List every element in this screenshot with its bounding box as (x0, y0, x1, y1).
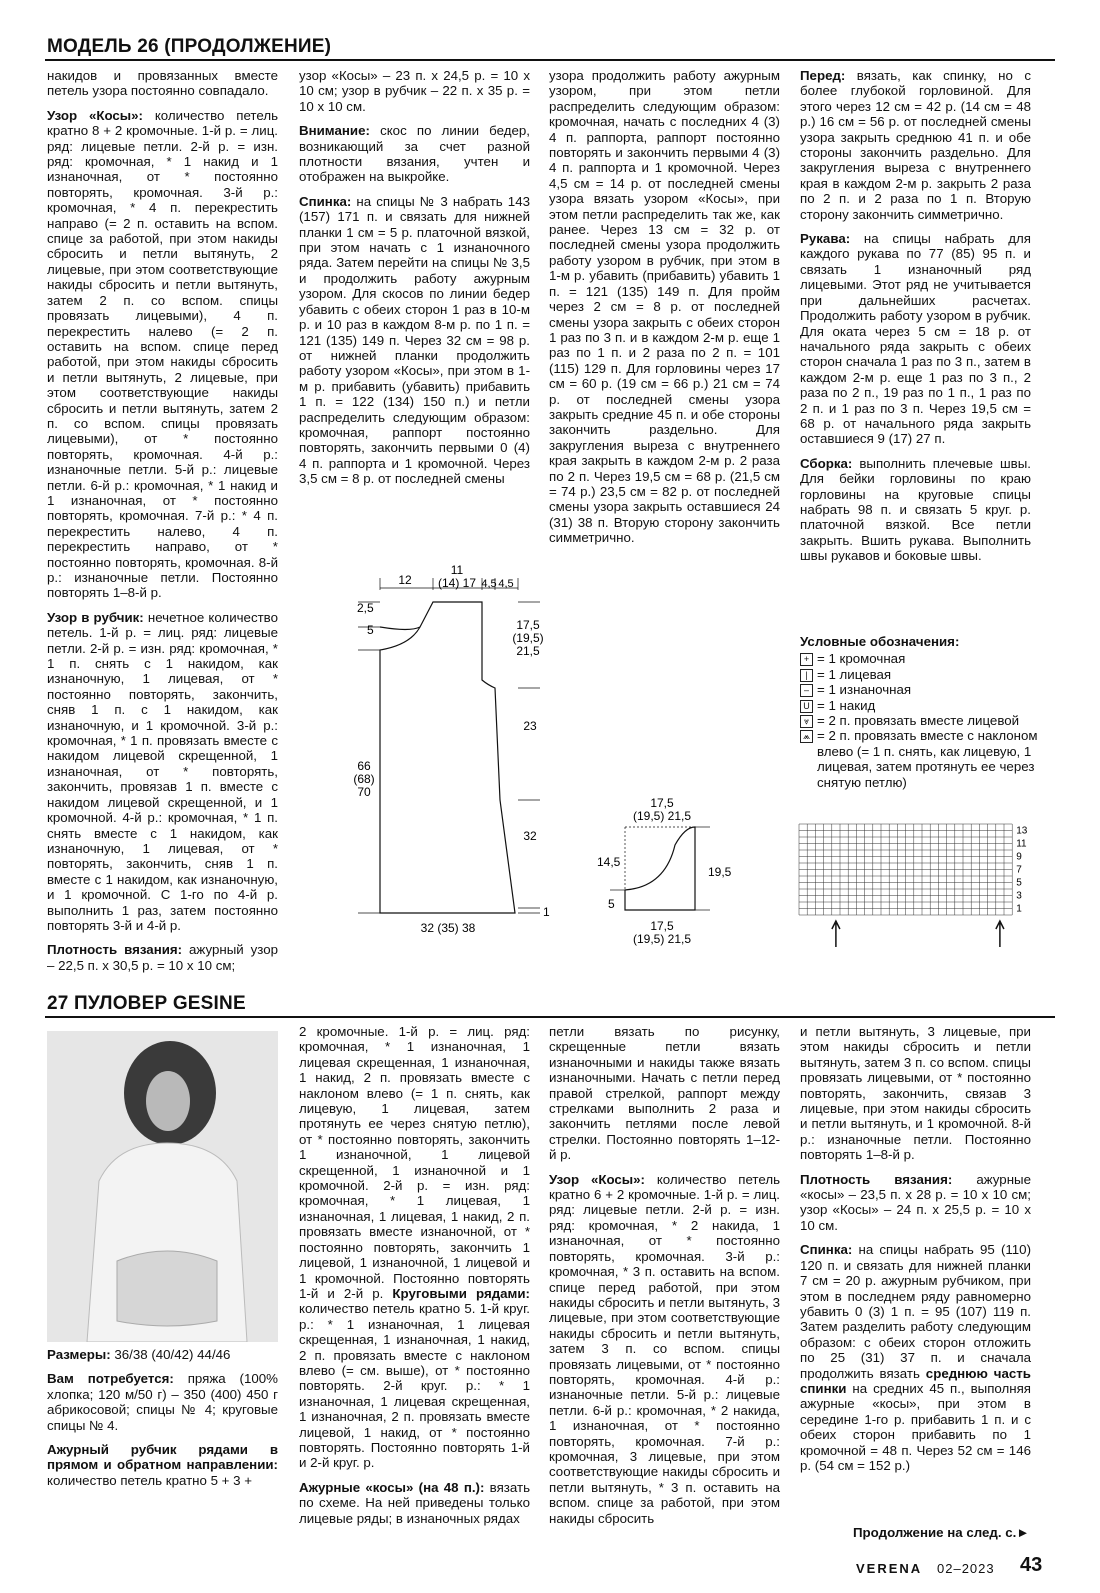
legend-item (800, 713, 1050, 728)
magazine-brand: VERENA (856, 1561, 923, 1576)
chart-row-number: 9 (1016, 851, 1022, 863)
repeat-arrow-icon (832, 921, 840, 947)
m26-braids-heading: Узор «Косы»: (47, 107, 143, 123)
m26-sleeves-heading: Рукава: (800, 231, 851, 247)
section-rule (45, 1016, 1055, 1018)
m27-gauge-heading: Плотность вязания: (800, 1171, 953, 1187)
m27-materials-paragraph (47, 1371, 278, 1433)
dim-23: 23 (523, 719, 537, 733)
dim-14-17: (14) 17 (437, 576, 477, 590)
knit-stitch-icon: | (800, 669, 813, 682)
m26-column-3 (549, 68, 780, 555)
m27-braids-paragraph (549, 1172, 780, 1526)
dim-width: 32 (35) 38 (420, 921, 476, 935)
legend-text: = 2 п. провязать вместе лицевой (817, 713, 1020, 729)
m26-rib-heading: Узор в рубчик: (47, 609, 144, 625)
sleeve-bottom-1: 17,5 (650, 919, 674, 933)
sleeve-top-1: 17,5 (650, 796, 674, 810)
dim-66: 66 (357, 759, 371, 773)
m26-column-4 (800, 68, 1031, 573)
m27-back-paragraph (800, 1242, 1031, 1473)
m27-sizes-text: 36/38 (40/42) 44/46 (110, 1347, 231, 1362)
m26-back-text: на спицы № 3 набрать 143 (157) 171 п. и связать для нижней планки 1 см = 5 р. платочной вязкой, при этом начать с 1 изнаночного ряда. Затем перейти на спицы № 3,5 и продолжить работу ажурным узором. Для скосов по линии бедер убавить с обеих сторон 1 раз в 10-м р. и 10 раз в каждом 8-м р. по 1 п. = 121 (135) 149 п. Через 32 см = 98 р. от нижней планки продолжить работу узором «Косы», при этом в 1-м р. прибавить (убавить) прибавить 1 п. = 122 (134) 150 п.) и петли распределить следующим образом: кромочная, раппорт постоянно повторять, закончить первыми 0 (4) 4 п. раппорта и 1 кромочной. Через 3,5 см = 8 р. от последней смены (299, 193, 530, 487)
m26-attention-heading: Внимание: (299, 123, 370, 139)
m27-round-heading: Круговыми рядами: (392, 1285, 530, 1301)
m26-gauge-paragraph (47, 942, 278, 973)
dim-4-5-b: 4,5 (498, 578, 514, 590)
dim-1: 1 (543, 905, 550, 919)
chart-row-number: 7 (1016, 864, 1022, 876)
legend-item (800, 682, 1050, 697)
m27-column-2 (299, 1024, 530, 1535)
chart-row-number: 11 (1016, 838, 1027, 850)
sleeve-right: 19,5 (708, 865, 732, 879)
m27-back-heading: Спинка: (800, 1242, 853, 1258)
m26-sleeves-paragraph (800, 231, 1031, 447)
section-title-model-27: 27 ПУЛОВЕР GESINE (47, 993, 246, 1014)
m26-back-paragraph (299, 194, 530, 487)
m27-rib-cont-text: 2 кромочные. 1-й р. = лиц. ряд: кромочная, * 1 изнаночная, 1 лицевая скрещенная, 1 изнаночная, 1 накид, 2 п. провязать вместе с наклоном влево (= 1 п. снять, как лицевую, 1 лицевая, затем протянуть ее через снятую петлю), от * постоянно повторять, закончить 1 изнаночной, 1 лицевой скрещенной, 1 изнаночной и 1 кромочной. 2-й р. = изн. ряд: кромочная, * 1 лицевая, 1 изнаночная, 1 лицевая, 1 накид, 2 п. провязать вместе изнаночной, от * постоянно повторять, закончить 1 лицевой, 1 изнаночной, 1 лицевой и 1 кромочной. Постоянно повторять 1-й и 2-й р. (299, 1024, 530, 1301)
k2tog-icon: ⩔ (800, 715, 813, 728)
yarn-over-icon: U (800, 700, 813, 713)
dim-4-5-a: 4,5 (481, 578, 497, 590)
dim-68: (68) (353, 772, 375, 786)
chart-row-number: 3 (1016, 890, 1022, 902)
m26-intro: накидов и провязанных вместе петель узора постоянно совпадало. (47, 68, 278, 99)
m27-column-4 (800, 1024, 1031, 1482)
repeat-arrow-icon (996, 921, 1004, 947)
legend-item (800, 651, 1050, 666)
m27-back-text-2: на средних 45 п., выполняя ажурные «косы», при этом в середине 1-го р. прибавить 1 п. и с обеих сторон прибавить по 1 кромочной = 48 п. Через 52 см = 146 р. (54 см = 152 р.) (800, 1380, 1031, 1473)
body-schematic (340, 560, 560, 940)
dim-11: 11 (450, 563, 464, 577)
m27-braids-cont: и петли вытянуть, 3 лицевые, при этом накиды сбросить и петли вытянуть, затем 3 п. со вспом. спицы провязать лицевыми, от * постоянно повторять, закончить, связав 3 лицевые, при этом накиды сбросить и петли вытянуть, и 1 кромочной. 8-й р.: изнаночные петли. Постоянно повторять 1–8-й р. (800, 1024, 1031, 1163)
sleeve-5: 5 (608, 897, 615, 911)
m27-sizes-paragraph (47, 1347, 278, 1362)
page-number: 43 (1020, 1554, 1043, 1576)
legend-title: Условные обозначения: (800, 634, 960, 649)
section-title-model-26: МОДЕЛЬ 26 (ПРОДОЛЖЕНИЕ) (47, 36, 332, 57)
m27-lace-paragraph (299, 1480, 530, 1526)
m27-rib-paragraph (47, 1442, 278, 1488)
legend-item (800, 667, 1050, 682)
m26-column-2 (299, 68, 530, 496)
m27-braids-text: количество петель кратно 6 + 2 кромочные. 1-й р. = лиц. ряд: лицевые петли. 2-й р. = изн. ряд: кромочная, * 2 накида, 1 изнаночная, от * постоянно повторять, кромочная. 3-й р.: кромочная, * 3 п. оставить на вспом. спице перед работой, при этом накиды сбросить и петли вытянуть, 3 лицевые, при этом соответствующие накиды сбросить и петли вытянуть, затем 3 п. со вспом. спицы провязать лицевыми, от * постоянно повторять, кромочная. 4-й р.: изнаночные петли. 5-й р.: лицевые петли. 6-й р.: кромочная, * 2 накида, 1 изнаночная, от * постоянно повторять, кромочная. 7-й р.: кромочная, 3 лицевые, при этом соответствующие накиды сбросить и петли вытянуть, * 3 п. оставить на вспом. спице за работой, при этом накиды сбросить (549, 1171, 781, 1526)
m27-round-text: количество петель кратно 5. 1-й круг. р.: * 1 изнаночная, 1 лицевая скрещенная, 1 изнаночная, 1 накид, 2 п. провязать вместе с наклоном влево (= см. выше), от * постоянно повторять. 2-й круг. р.: * 1 изнаночная, 1 лицевая скрещенная, 1 изнаночная, 2 п. провязать вместе лицевой, 1 накид, от * постоянно повторять. Постоянно повторять 1-й и 2-й круг. р. (299, 1301, 530, 1471)
m26-rib-paragraph (47, 610, 278, 934)
ssk-icon: ⩕ (800, 730, 813, 743)
m27-sizes-heading: Размеры: (47, 1347, 111, 1362)
dim-70: 70 (357, 785, 371, 799)
sleeve-top-2: (19,5) 21,5 (632, 809, 692, 823)
m26-braids-paragraph (47, 108, 278, 601)
knitting-chart (797, 822, 1037, 950)
m27-materials-heading: Вам потребуется: (47, 1371, 174, 1387)
chart-row-number: 5 (1016, 877, 1022, 889)
body-outline (380, 602, 515, 913)
legend-item (800, 728, 1050, 790)
m27-back-text: на спицы набрать 95 (110) 120 п. и связать для нижней планки 7 см = 20 р. ажурным рубчиком, при этом в последнем ряду равномерно убавить 0 (3) 1 п. = 95 (107) 119 п. Затем разделить работу следующим образом: с обеих сторон отложить по 25 (31) 37 п. и сначала продолжить вязать (800, 1242, 1031, 1381)
dim-2-5: 2,5 (357, 601, 374, 615)
dim-17-5: 17,5 (516, 618, 540, 632)
m27-materials-text: пряжа (100% хлопка; 120 м/50 г) – 350 (400) 450 г абрикосовой; спицы № 4; круговые спицы № 4. (47, 1371, 278, 1433)
m26-gauge-text: ажурный узор – 22,5 п. х 30,5 р. = 10 х 10 см; (47, 942, 279, 973)
chart-row-number: 1 (1016, 903, 1022, 915)
legend-text: = 1 лицевая (817, 666, 892, 682)
legend-text: = 1 накид (817, 697, 876, 713)
sleeve-outline (625, 827, 695, 910)
legend-item (800, 698, 1050, 713)
m27-column-1 (47, 1347, 278, 1497)
model-photo (47, 1031, 278, 1342)
m26-front-heading: Перед: (800, 68, 846, 83)
sleeve-schematic (590, 795, 740, 955)
dim-32: 32 (523, 829, 537, 843)
m26-assembly-heading: Сборка: (800, 455, 853, 471)
m26-braids-text: количество петель кратно 8 + 2 кромочные. 1-й р. = лиц. ряд: лицевые петли. 2-й р. = изн. ряд: кромочная, * 1 накид и 1 изнаночная, от * постоянно повторять, кромочная. 3-й р.: кромочная, * 4 п. перекрестить направо (= 2 п. оставить на вспом. спице за работой, при этом накиды сбросить и петли вытянуть, 2 лицевые, при этом соответствующие накиды сбросить и петли вытянуть, затем 2 п. со вспом. спицы провязать лицевыми), 4 п. перекрестить налево (= 2 п. оставить на вспом. спице перед работой, при этом накиды сбросить и петли вытянуть, 2 лицевые, при этом соответствующие накиды сбросить и петли вытянуть, затем 2 п. со вспом. спицы провязать лицевыми), от * постоянно повторять, кромочная. 4-й р.: изнаночные петли. 5-й р.: лицевые петли. 6-й р.: кромочная, * 1 накид и 1 изнаночная, от * постоянно повторять, кромочная. 7-й р.: * 4 п. перекрестить налево, 4 п. перекрестить направо, от * постоянно повторять, кромочная. 8-й р.: изнаночные петли. Постоянно повторять 1–8-й р. (47, 107, 279, 601)
dim-5: 5 (367, 623, 374, 637)
m27-rib-heading: Ажурный рубчик рядами в прямом и обратном направлении: (47, 1442, 278, 1473)
purl-stitch-icon: – (800, 684, 813, 697)
edge-stitch-icon: + (800, 653, 813, 666)
legend-text: = 2 п. провязать вместе с наклоном влево (= 1 п. снять, как лицевую, 1 лицевая, затем протянуть ее через снятую петлю) (817, 728, 1038, 790)
m26-back-heading: Спинка: (299, 193, 352, 209)
m27-back-bold: среднюю часть спинки (800, 1365, 1031, 1396)
m26-attention-paragraph (299, 123, 530, 185)
m27-lace-heading: Ажурные «косы» (на 48 п.): (299, 1479, 485, 1495)
dim-19-5: (19,5) (512, 631, 544, 645)
legend-text: = 1 изнаночная (817, 682, 912, 698)
m26-front-paragraph (800, 68, 1031, 222)
m26-column-1 (47, 68, 278, 982)
m27-braids-heading: Узор «Косы»: (549, 1171, 645, 1187)
continued-note: Продолжение на след. с.► (853, 1525, 1030, 1540)
m26-gauge-heading: Плотность вязания: (47, 942, 183, 958)
m27-lace-text: вязать по схеме. На ней приведены только лицевые ряды; в изнаночных рядах (299, 1479, 531, 1526)
symbol-legend (800, 634, 1050, 790)
m26-assembly-text: выполнить плечевые швы. Для бейки горловины по краю горловины на круговые спицы набрать 98 п. и связать 5 круг. р. платочной вязкой. Все петли закрыть. Вшить рукава. Выполнить швы рукавов и боковые швы. (800, 455, 1031, 564)
m26-back-cont: узора продолжить работу ажурным узором, при этом петли распределить следующим образом: кромочная, начать с последних 4 (3) 4 п. раппорта, раппорт постоянно повторять и закончить первыми 4 (3) 4 п. раппорта и 1 кромочной. Через 4,5 см = 14 р. от последней смены узора вязать узором «Косы», при этом петли распределить так же, как ранее. Через 13 см = 32 р. от последней смены узора продолжить работу узором в рубчик, при этом в 1-м р. убавить (прибавить) убавить 1 п. = 121 (135) 149 п. Для пройм через 2 см = 8 р. от последней смены узора закрыть с обеих сторон 1 раз по 3 п. и в каждом 2-м р. еще 1 раз по 1 п. и 2 раза по 2 п. = 101 (115) 129 п. Для горловины через 17 см = 60 р. (19 см = 66 р.) 21 см = 74 р. от последней смены узора закрыть средние 45 п. и обе стороны закончить раздельно. Для закругления выреза с внутреннего края закрыть в каждом 2-м р. 2 раза по 2 п. Через 19,5 см = 68 р. (21,5 см = 74 р.) 23,5 см = 82 р. от последней смены узора закрыть оставшиеся 24 (31) 38 п. Вторую сторону закончить симметрично. (549, 68, 780, 546)
dim-12: 12 (398, 573, 412, 587)
m26-assembly-paragraph (800, 456, 1031, 564)
chart-row-number: 13 (1016, 825, 1028, 837)
m27-rib-cont (299, 1024, 530, 1471)
m27-gauge-paragraph (800, 1172, 1031, 1234)
m26-rib-text: нечетное количество петель. 1-й р. = лиц. ряд: лицевые петли. 2-й р. = изн. ряд: кромочная, * 1 п. снять с 1 накидом, как изнаночную, 1 лицевая, от * постоянно повторять, закончить, сняв 1 п. с 1 накидом, как изнаночную, и 1 кромочной. 3-й р.: кромочная, * 1 п. провязать вместе с накидом лицевой скрещенной, 1 изнаночная, от * повторять, закончить, провязав 1 п. вместе с накидом лицевой скрещенной, и 1 кромочной. 4-й р.: кромочная, * 1 п. снять вместе с 1 накидом, как изнаночную, 1 лицевая, от * повторять, закончить, сняв 1 п. вместе с 1 накидом, как изнаночную, и 1 кромочной. С 1-го по 4-й р. выполнить 1 раз, затем постоянно повторять 3-й и 4-й р. (47, 609, 278, 933)
m27-lace-cont: петли вязать по рисунку, скрещенные петли вязать изнаночными и накиды также вязать изнаночными. Начать с петли перед правой стрелкой, раппорт между стрелками выполнить 2 раза и закончить петлями после левой стрелки. Постоянно повторять 1–12-й р. (549, 1024, 780, 1163)
m26-gauge-cont: узор «Косы» – 23 п. х 24,5 р. = 10 х 10 см; узор в рубчик – 22 п. х 35 р. = 10 х 10 см. (299, 68, 530, 114)
section-rule (45, 59, 1055, 61)
sleeve-bottom-2: (19,5) 21,5 (632, 932, 692, 946)
issue-date: 02–2023 (937, 1561, 995, 1576)
sleeve-left: 14,5 (597, 855, 621, 869)
legend-text: = 1 кромочная (817, 651, 906, 667)
m27-column-3 (549, 1024, 780, 1535)
m26-front-text: вязать, как спинку, но с более глубокой горловиной. Для этого через 12 см = 42 р. (14 см = 48 р.) 16 см = 56 р. от последней смены узора закрыть среднюю 41 п. и обе стороны закончить раздельно. Для закругления выреза с внутреннего края в каждом 2-м р. закрыть 2 раза по 2 п. и 2 раза по 1 п. Вторую сторону закончить симметрично. (800, 68, 1031, 222)
m27-rib-text: количество петель кратно 5 + 3 + (47, 1472, 252, 1488)
m27-gauge-text: ажурные «косы» – 23,5 п. х 28 р. = 10 х 10 см; узор «Косы» – 24 п. х 25,5 р. = 10 х 10 см. (800, 1171, 1031, 1233)
m26-attention-text: скос по линии бедер, возникающий за счет разной плотности вязания, учтен и отображен на выкройке. (299, 123, 530, 185)
m26-sleeves-text: на спицы набрать для каждого рукава по 77 (85) 95 п. и связать 1 изнаночный ряд лицевыми. Этот ряд не учитывается при дальнейших расчетах. Продолжить работу узором в рубчик. Для оката через 5 см = 18 р. от начального ряда закрыть с обеих сторон сначала 1 раз по 3 п., затем в каждом 2-м р. еще 1 раз по 3 п., 2 раза по 2 п., 19 раз по 1 п., 1 раз по 2 п. и 1 раз по 3 п. Через 19,5 см = 68 р. от начального ряда закрыть оставшиеся 9 (17) 27 п. (800, 231, 1031, 447)
dim-21-5: 21,5 (516, 644, 540, 658)
